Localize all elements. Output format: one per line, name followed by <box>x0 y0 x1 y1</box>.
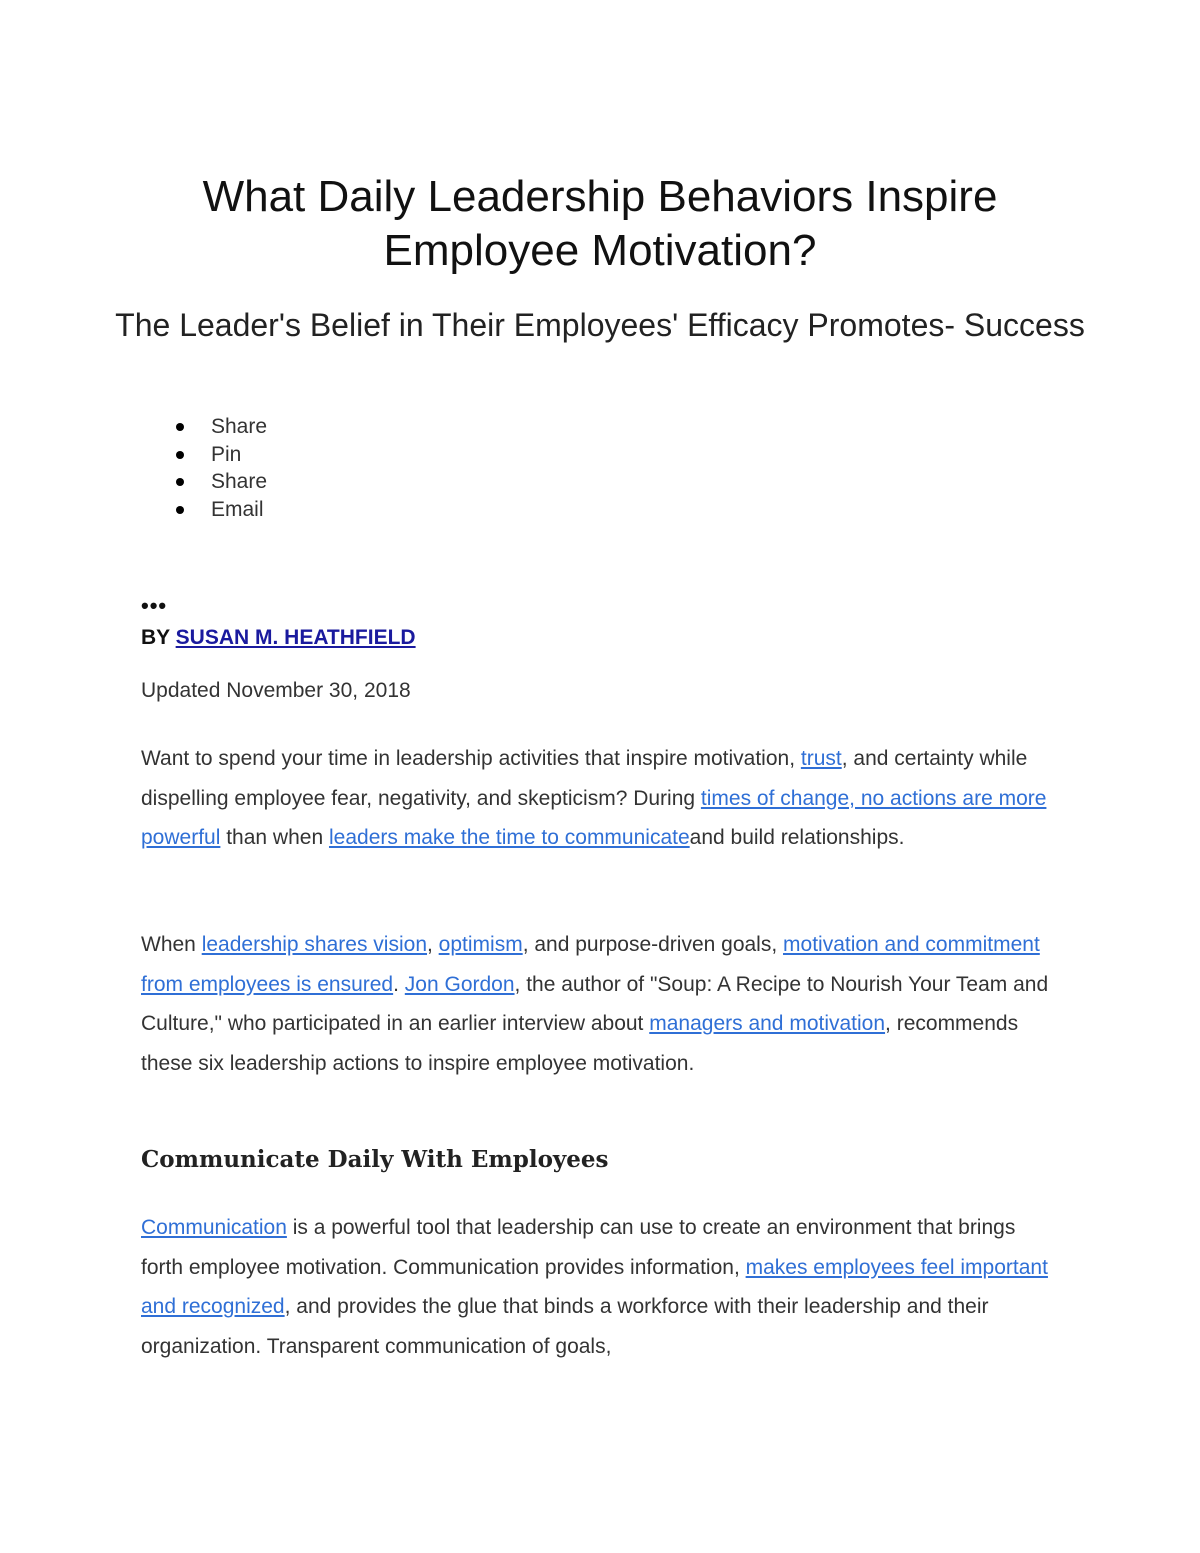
link-communication[interactable]: Communication <box>141 1216 287 1239</box>
intro-paragraph <box>141 739 1061 858</box>
share-item-share[interactable]: Share <box>211 413 267 441</box>
text-span: . <box>393 972 405 996</box>
link-motivation-commitment[interactable]: motivation and commitment from employees is ensured <box>141 933 1040 996</box>
text-span: and build relationships. <box>689 826 905 849</box>
updated-date: Updated November 30, 2018 <box>141 679 411 702</box>
text-span: , and certainty while dispelling employee fear, negativity, and skepticism? During <box>141 747 1028 810</box>
text-span: is a powerful tool that leadership can use to create an environment that brings forth employee motivation. Communication provides information, <box>141 1216 1016 1279</box>
link-times-of-change[interactable]: times of change, no actions are more powerful <box>141 786 1047 849</box>
byline-prefix: BY <box>141 626 176 649</box>
text-span: , and provides the glue that binds a workforce with their leadership and their organization. Transparent communication of goals, <box>141 1295 989 1358</box>
text-span: , recommends these six leadership actions to inspire employee motivation. <box>141 1012 1019 1075</box>
link-employees-important[interactable]: makes employees feel important and recognized <box>141 1255 1048 1318</box>
link-managers-motivation[interactable]: managers and motivation <box>649 1012 886 1035</box>
text-span: , and purpose-driven goals, <box>522 933 784 956</box>
link-leadership-vision[interactable]: leadership shares vision <box>201 933 427 956</box>
link-trust[interactable]: trust <box>800 747 842 770</box>
share-item-share-2[interactable]: Share <box>211 468 267 496</box>
share-list <box>211 413 267 523</box>
section-heading: Communicate Daily With Employees <box>141 1146 609 1173</box>
link-optimism[interactable]: optimism <box>438 933 523 956</box>
author-link[interactable]: SUSAN M. HEATHFIELD <box>175 626 416 649</box>
vision-paragraph <box>141 925 1061 1083</box>
article-subtitle: The Leader's Belief in Their Employees' Efficacy Promotes- Success <box>115 307 1085 343</box>
share-item-pin[interactable]: Pin <box>211 441 267 469</box>
more-options-icon[interactable]: ••• <box>141 593 168 618</box>
byline <box>141 624 416 652</box>
link-jon-gordon[interactable]: Jon Gordon <box>404 972 515 996</box>
text-span: , the author of "Soup: A Recipe to Nourish Your Team and Culture," who participated in an earlier interview about <box>141 972 1049 1035</box>
text-span: , <box>427 933 439 956</box>
link-leaders-communicate[interactable]: leaders make the time to communicate <box>328 826 690 849</box>
text-span: When <box>141 933 202 956</box>
text-span: than when <box>220 826 329 849</box>
share-item-email[interactable]: Email <box>211 496 267 524</box>
text-span: Want to spend your time in leadership activities that inspire motivation, <box>141 747 801 770</box>
communication-paragraph <box>141 1208 1061 1366</box>
article-title: What Daily Leadership Behaviors Inspire Employee Motivation? <box>202 172 998 275</box>
